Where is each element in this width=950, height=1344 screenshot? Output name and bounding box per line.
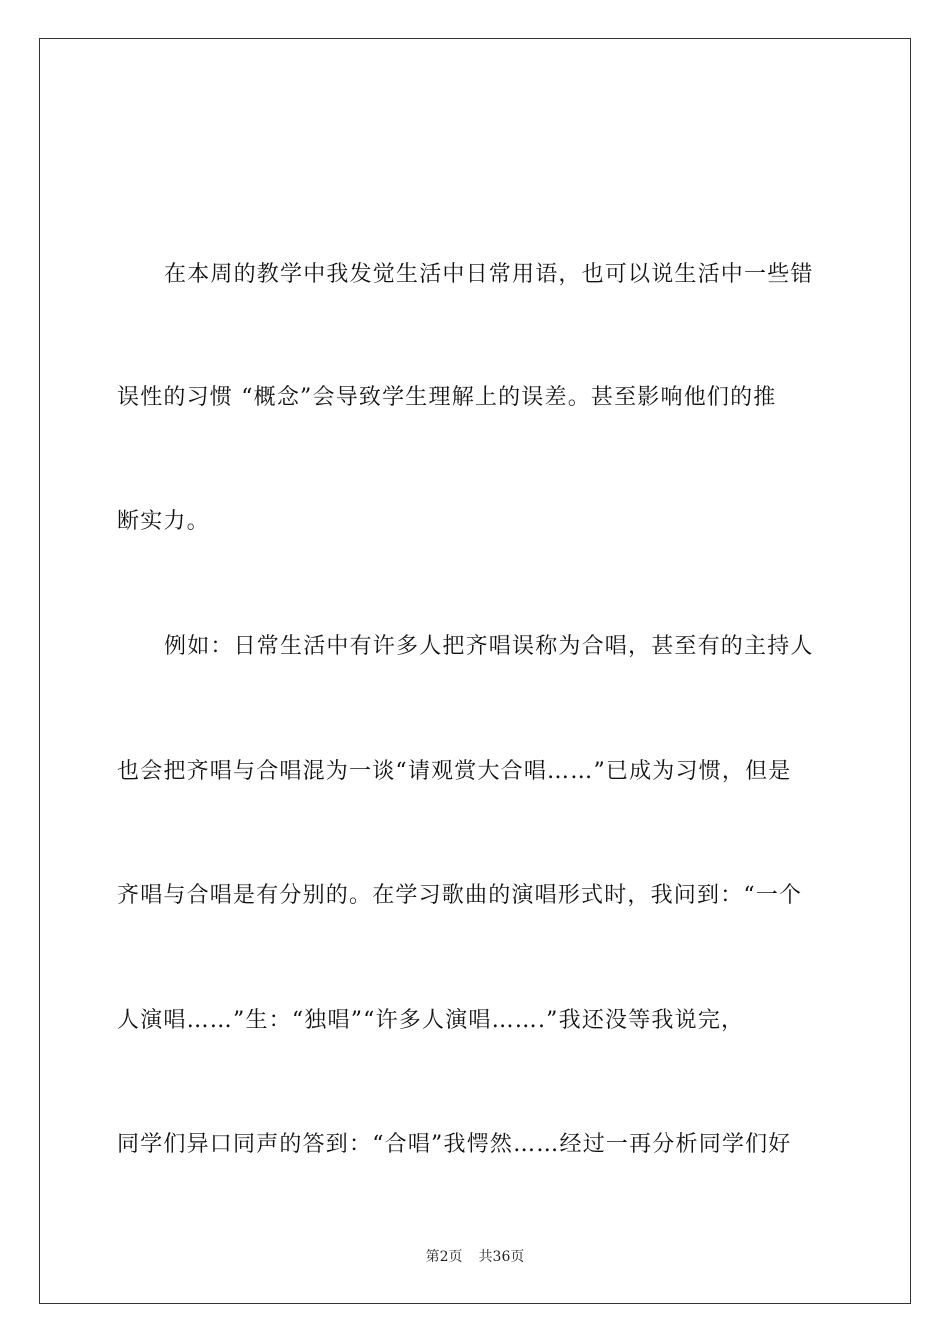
paragraph-1-line-3: 断实力。 (117, 509, 210, 534)
page-border (39, 38, 911, 1304)
paragraph-2-line-4: 人演唱……”生：“独唱”“许多人演唱…….”我还没等我说完， (117, 1008, 745, 1033)
paragraph-2-line-5: 同学们异口同声的答到：“合唱”我愕然……经过一再分析同学们好 (117, 1132, 792, 1157)
paragraph-2-line-1: 例如：日常生活中有许多人把齐唱误称为合唱，甚至有的主持人 (164, 634, 814, 659)
paragraph-1-line-1: 在本周的教学中我发觉生活中日常用语，也可以说生活中一些错 (164, 262, 814, 287)
paragraph-2-line-2: 也会把齐唱与合唱混为一谈“请观赏大合唱……”已成为习惯，但是 (117, 759, 792, 784)
paragraph-2-line-3: 齐唱与合唱是有分别的。在学习歌曲的演唱形式时，我问到：“一个 (117, 883, 803, 908)
paragraph-1-line-2: 误性的习惯 “概念”会导致学生理解上的误差。甚至影响他们的推 (117, 385, 777, 410)
page-number-total: 共36页 (478, 1249, 525, 1265)
page-footer (0, 1248, 950, 1266)
page-number-current: 第2页 (425, 1249, 463, 1265)
